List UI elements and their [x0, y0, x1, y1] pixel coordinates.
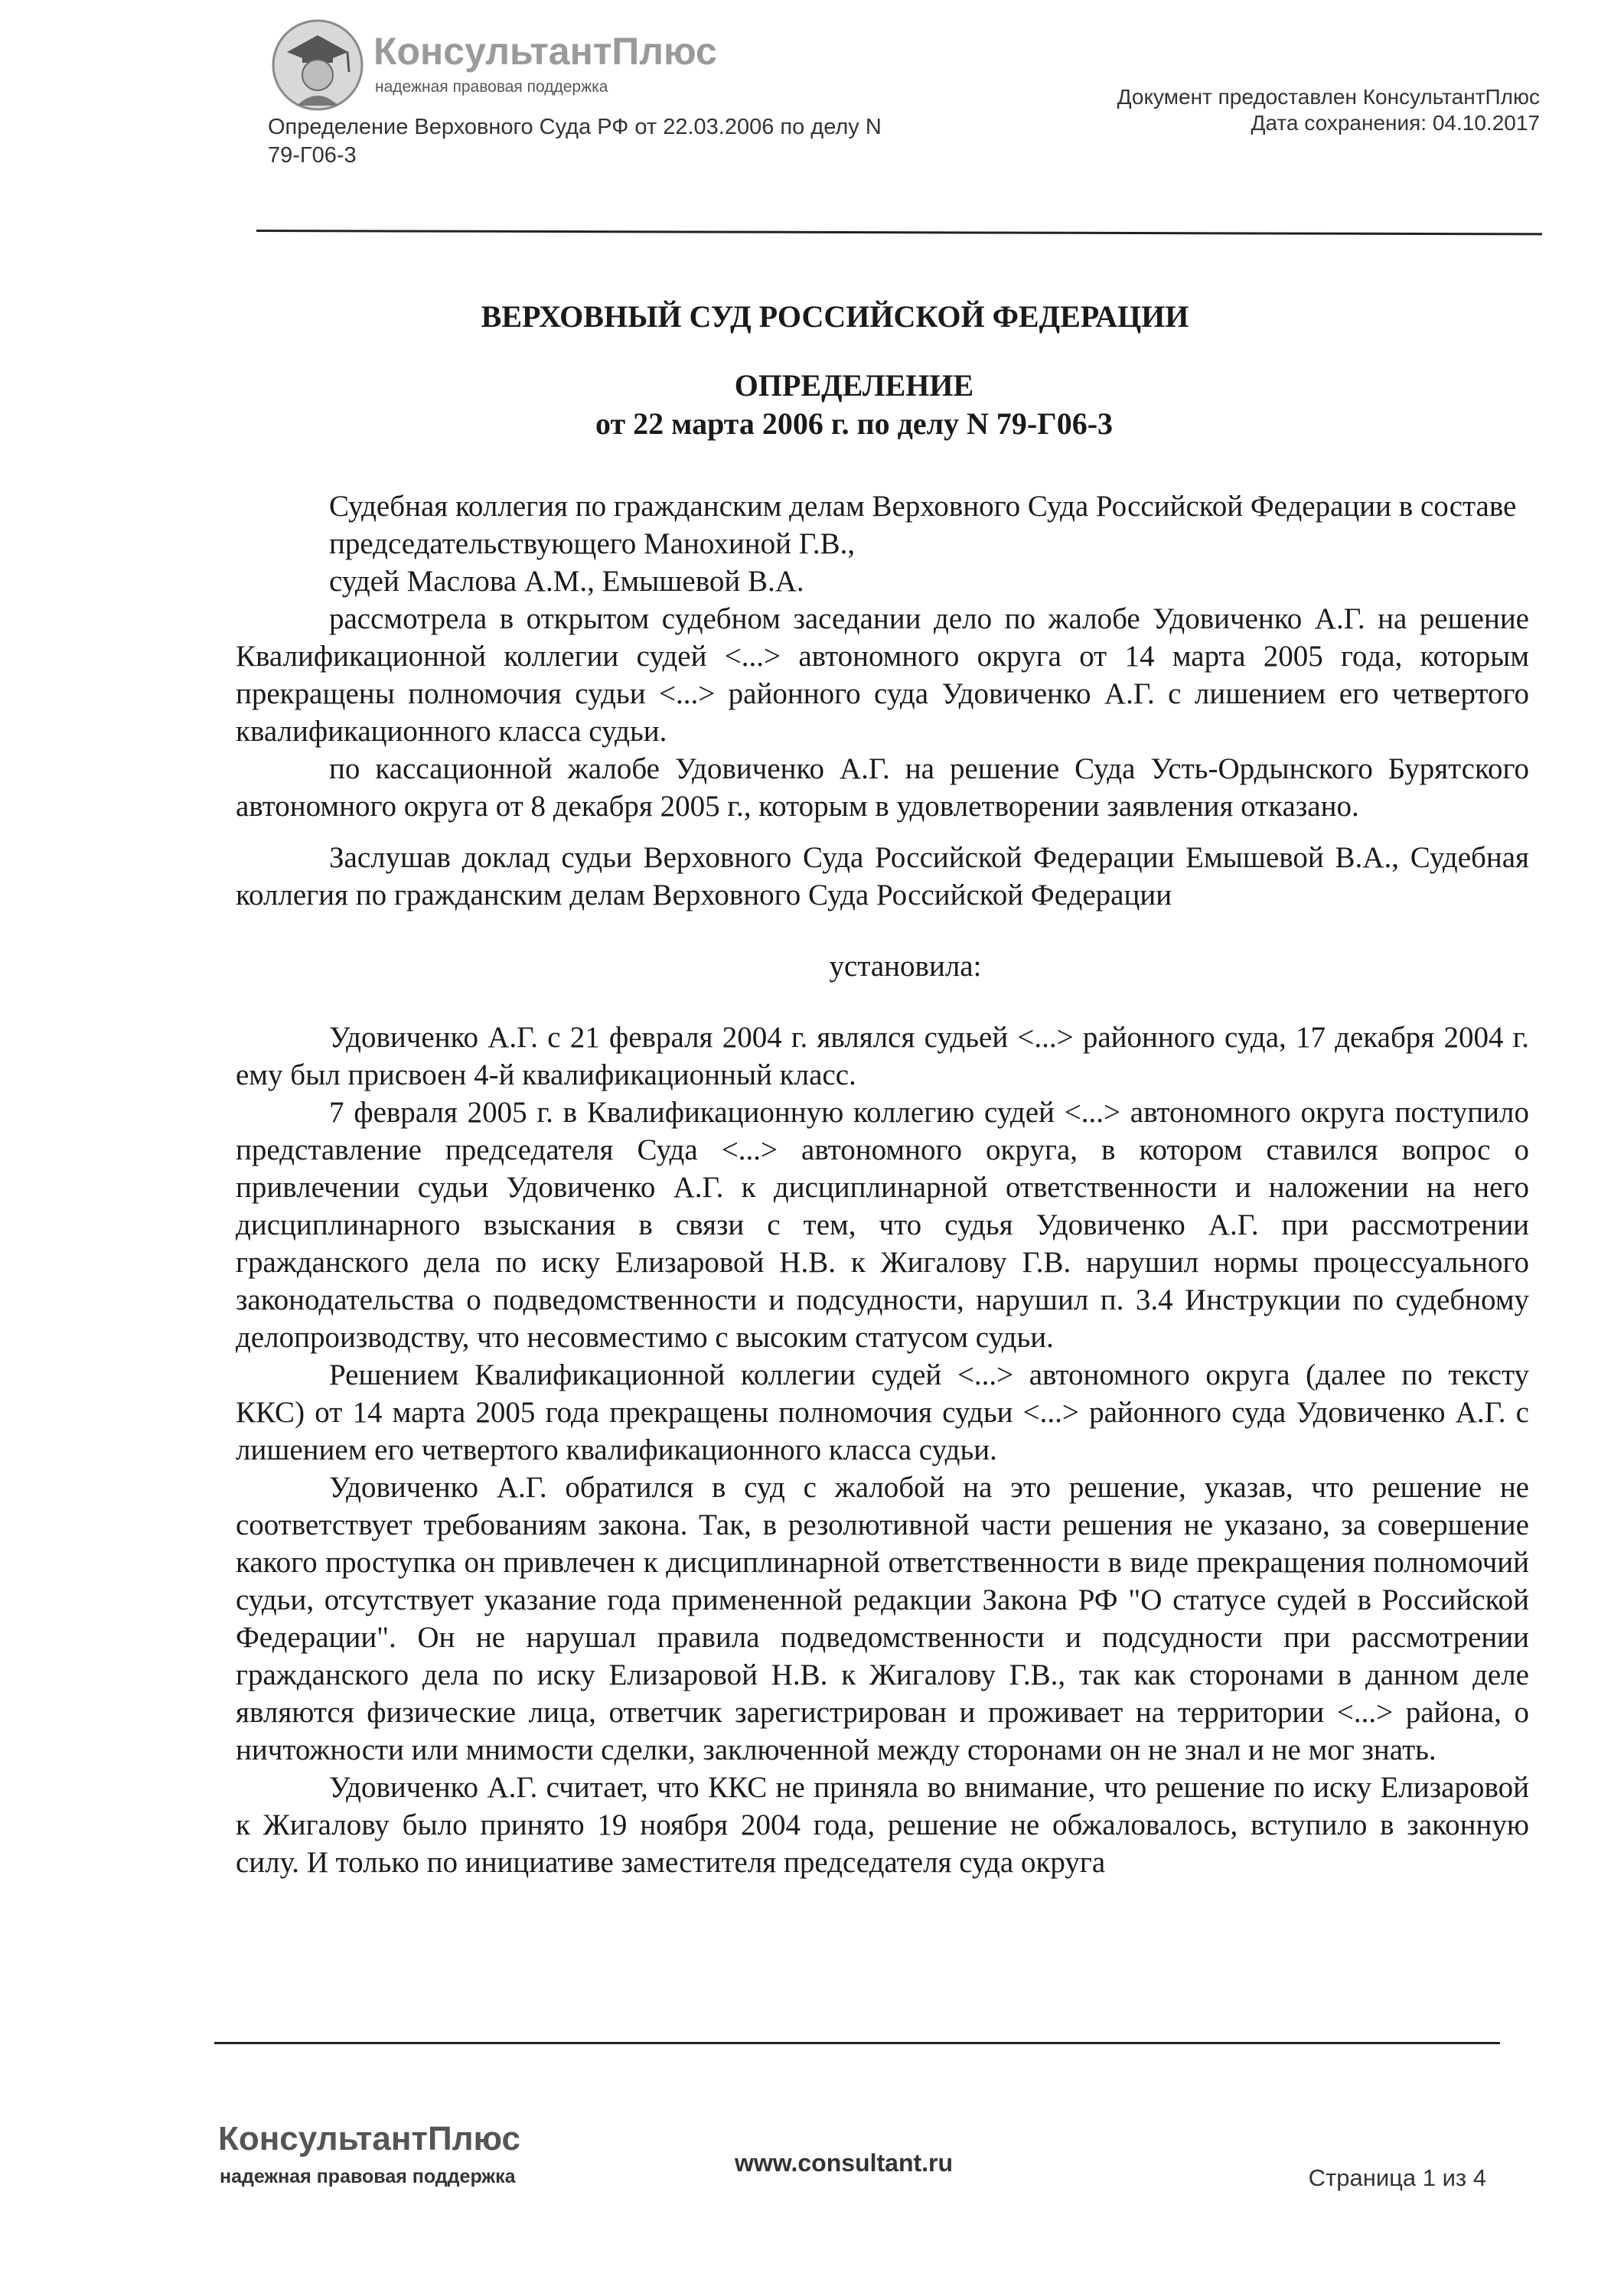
paragraph-presiding: председательствующего Манохиной Г.В.,: [329, 527, 856, 560]
logo-name: КонсультантПлюс: [373, 30, 717, 73]
document-date: от 22 марта 2006 г. по делу N 79-Г06-3: [595, 406, 1114, 441]
logo-tagline: надежная правовая поддержка: [375, 78, 608, 96]
page-number: Страница 1 из 4: [1308, 2164, 1486, 2191]
document-body: [236, 488, 1529, 1881]
document-name: Определение Верховного Суда РФ от 22.03.2006 по делу N 79-Г06-3: [268, 115, 882, 168]
paragraph-cassation: по кассационной жалобе Удовиченко А.Г. на решение Суда Усть-Ордынского Бурятского автономного округа от 8 декабря 2005 г., которым в удовлетворении заявления отказано.: [236, 752, 1529, 823]
header-divider: [256, 230, 1542, 235]
paragraph-judges: судей Маслова А.М., Емышевой В.А.: [329, 565, 804, 598]
judge-emblem-icon: [268, 15, 367, 115]
saved-date: Дата сохранения: 04.10.2017: [1251, 111, 1540, 135]
footer-brand: КонсультантПлюс: [218, 2120, 520, 2157]
paragraph-argument: Удовиченко А.Г. считает, что ККС не приняла во внимание, что решение по иску Елизаровой к Жигалову было принято 19 ноября 2004 года, решение не обжаловалось, вступило в законную силу. И только по инициативе заместителя председателя суда округа: [236, 1771, 1529, 1879]
paragraph-decision: Решением Квалификационной коллегии судей <...> автономного округа (далее по тексту ККС) от 14 марта 2005 года прекращены полномочия судьи <...> районного суда Удовиченко А.Г. с лишением его четвертого квалификационного класса судьи.: [236, 1358, 1529, 1466]
court-title: ВЕРХОВНЫЙ СУД РОССИЙСКОЙ ФЕДЕРАЦИИ: [481, 299, 1189, 334]
provided-info: [1117, 84, 1540, 136]
paragraph-established: установила:: [829, 950, 982, 983]
provided-by: Документ предоставлен КонсультантПлюс: [1117, 85, 1540, 109]
paragraph-submission: 7 февраля 2005 г. в Квалификационную коллегию судей <...> автономного округа поступило представление председателя Суда <...> автономного округа, в котором ставился вопрос о привлечении судьи Удовиченко А.Г. к дисциплинарной ответственности и наложении на него дисциплинарного взыскания в связи с тем, что судья Удовиченко А.Г. при рассмотрении гражданского дела по иску Елизаровой Н.В. к Жигалову Г.В. нарушил нормы процессуального законодательства о подведомственности и подсудности, нарушил п. 3.4 Инструкции по судебному делопроизводству, что несовместимо с высоким статусом судьи.: [236, 1096, 1529, 1354]
paragraph-composition: Судебная коллегия по гражданским делам Верховного Суда Российской Федерации в составе: [329, 490, 1517, 523]
paragraph-appointment: Удовиченко А.Г. с 21 февраля 2004 г. являлся судьей <...> районного суда, 17 декабря 2004 г. ему был присвоен 4-й квалификационный класс.: [236, 1021, 1529, 1091]
footer-divider: [214, 2042, 1500, 2044]
paragraph-considered: рассмотрела в открытом судебном заседании дело по жалобе Удовиченко А.Г. на решение Квалификационной коллегии судей <...> автономного округа от 14 марта 2005 года, которым прекращены полномочия судьи <...> районного суда Удовиченко А.Г. с лишением его четвертого квалификационного класса судьи.: [236, 602, 1529, 748]
footer-tagline: надежная правовая поддержка: [220, 2166, 516, 2187]
consultant-logo: [268, 15, 717, 115]
footer-url[interactable]: www.consultant.ru: [735, 2149, 954, 2177]
document-type: ОПРЕДЕЛЕНИЕ: [734, 368, 974, 403]
paragraph-complaint: Удовиченко А.Г. обратился в суд с жалобой на это решение, указав, что решение не соответствует требованиям закона. Так, в резолютивной части решения не указано, за совершение какого проступка он привлечен к дисциплинарной ответственности в виде прекращения полномочий судьи, отсутствует указание года примененной редакции Закона РФ "О статусе судей в Российской Федерации". Он не нарушал правила подведомственности и подсудности при рассмотрении гражданского дела по иску Елизаровой Н.В. к Жигалову Г.В., так как сторонами в данном деле являются физические лица, ответчик зарегистрирован и проживает на территории <...> района, о ничтожности или мнимости сделки, заключенной между сторонами он не знал и не мог знать.: [236, 1471, 1529, 1766]
paragraph-report: Заслушав доклад судьи Верховного Суда Российской Федерации Емышевой В.А., Судебная коллегия по гражданским делам Верховного Суда Российской Федерации: [236, 841, 1529, 912]
